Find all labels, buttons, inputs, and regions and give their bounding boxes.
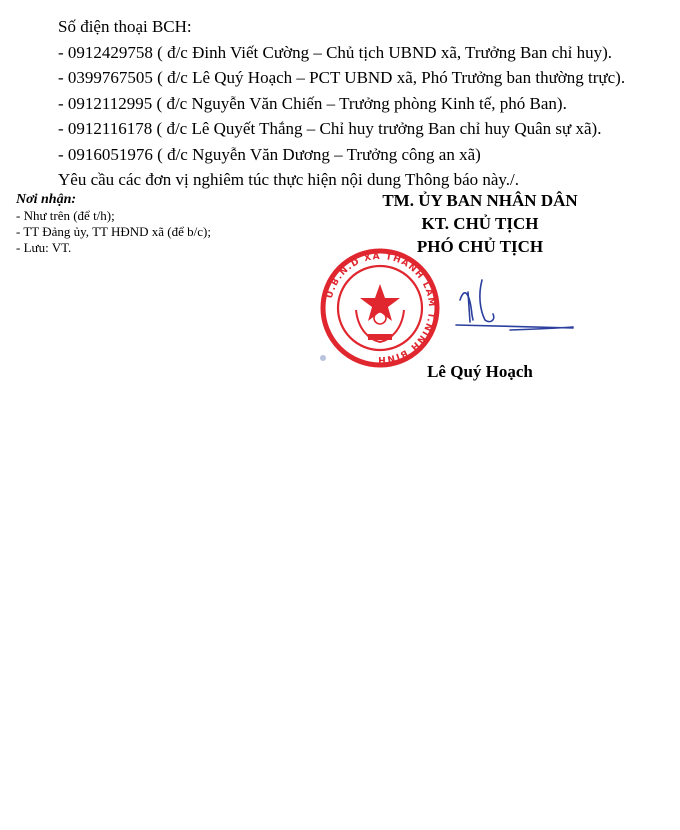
closing-line: Yêu cầu các đơn vị nghiêm túc thực hiện nội dung Thông báo này./. — [58, 170, 520, 189]
signature-icon — [456, 280, 573, 330]
signer-organization: TM. ỦY BAN NHÂN DÂN — [382, 191, 578, 210]
phone-heading: Số điện thoại BCH: — [58, 17, 192, 36]
phone-line: - 0399767505 ( đ/c Lê Quý Hoạch – PCT UBND xã, Phó Trưởng ban thường trực). — [58, 68, 626, 87]
seal-svg — [310, 240, 590, 380]
seal-and-signature — [310, 240, 590, 380]
recipients-heading: Nơi nhận: — [16, 192, 77, 207]
recipient-item: - TT Đảng ủy, TT HĐND xã (để b/c); — [16, 224, 211, 239]
phone-line: - 0912116178 ( đ/c Lê Quyết Thắng – Chỉ huy trưởng Ban chỉ huy Quân sự xã). — [58, 119, 602, 138]
phone-line: - 0912112995 ( đ/c Nguyễn Văn Chiến – Trưởng phòng Kinh tế, phó Ban). — [58, 93, 567, 113]
recipient-item: - Lưu: VT. — [16, 240, 72, 255]
recipient-item: - Như trên (để t/h); — [16, 208, 115, 223]
body-text — [58, 14, 673, 193]
signer-title: PHÓ CHỦ TỊCH — [416, 237, 544, 256]
recipients-block — [16, 191, 316, 256]
signer-on-behalf: KT. CHỦ TỊCH — [421, 214, 539, 233]
seal-ring-text: U.B.N.D XÃ THANH LÂM T.NINH BÌNH — [324, 251, 437, 365]
phone-line: - 0916051976 ( đ/c Nguyễn Văn Dương – Trưởng công an xã) — [58, 144, 481, 164]
phone-line: - 0912429758 ( đ/c Đinh Viết Cường – Chủ tịch UBND xã, Trưởng Ban chỉ huy). — [58, 42, 613, 62]
signer-name: Lê Quý Hoạch — [427, 362, 533, 381]
seal-icon — [323, 251, 437, 365]
